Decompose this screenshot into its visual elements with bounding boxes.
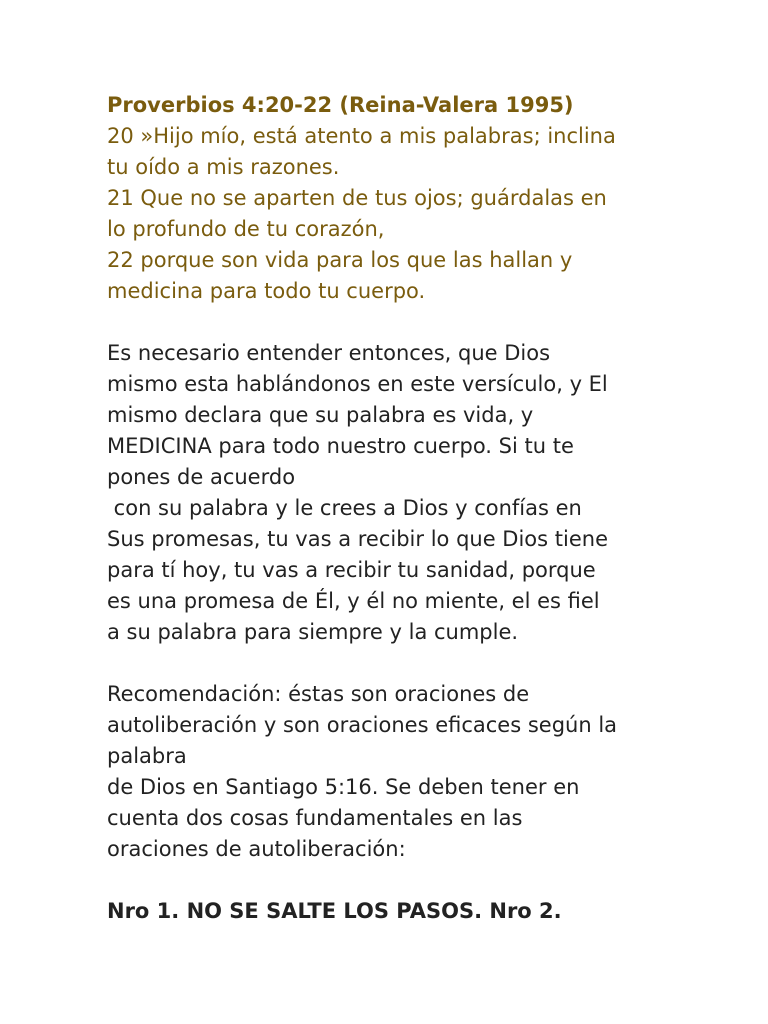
document-page (107, 90, 747, 927)
scripture-line: lo profundo de tu corazón, (107, 217, 385, 241)
paragraph-line: mismo declara que su palabra es vida, y (107, 403, 534, 427)
paragraph-line: MEDICINA para todo nuestro cuerpo. Si tu te (107, 434, 574, 458)
scripture-block (107, 90, 747, 307)
paragraph-line: oraciones de autoliberación: (107, 837, 406, 861)
scripture-line: tu oído a mis razones. (107, 155, 340, 179)
scripture-line: medicina para todo tu cuerpo. (107, 279, 426, 303)
paragraph-gap (107, 865, 747, 896)
paragraph-line: autoliberación y son oraciones eficaces según la (107, 713, 618, 737)
paragraph-line: de Dios en Santiago 5:16. Se deben tener en (107, 775, 580, 799)
paragraph-line: Sus promesas, tu vas a recibir lo que Dios tiene (107, 527, 608, 551)
paragraph-line: para tí hoy, tu vas a recibir tu sanidad, porque (107, 558, 596, 582)
scripture-heading: Proverbios 4:20-22 (Reina-Valera 1995) (107, 93, 574, 117)
paragraph-line: mismo esta hablándonos en este versículo, y El (107, 372, 608, 396)
paragraph-gap (107, 307, 747, 338)
paragraph-line: cuenta dos cosas fundamentales en las (107, 806, 523, 830)
body-paragraph-1 (107, 338, 747, 648)
paragraph-line: pones de acuerdo (107, 465, 296, 489)
steps-heading: Nro 1. NO SE SALTE LOS PASOS. Nro 2. (107, 899, 562, 923)
paragraph-line: Recomendación: éstas son oraciones de (107, 682, 530, 706)
paragraph-line: Es necesario entender entonces, que Dios (107, 341, 551, 365)
scripture-line: 20 »Hijo mío, está atento a mis palabras; inclina (107, 124, 616, 148)
scripture-line: 21 Que no se aparten de tus ojos; guárdalas en (107, 186, 607, 210)
scripture-line: 22 porque son vida para los que las hallan y (107, 248, 573, 272)
paragraph-line: es una promesa de Él, y él no miente, el es fiel (107, 589, 600, 613)
body-paragraph-2 (107, 679, 747, 865)
paragraph-line: con su palabra y le crees a Dios y confías en (107, 496, 582, 520)
paragraph-line: a su palabra para siempre y la cumple. (107, 620, 519, 644)
paragraph-line: palabra (107, 744, 187, 768)
paragraph-gap (107, 648, 747, 679)
